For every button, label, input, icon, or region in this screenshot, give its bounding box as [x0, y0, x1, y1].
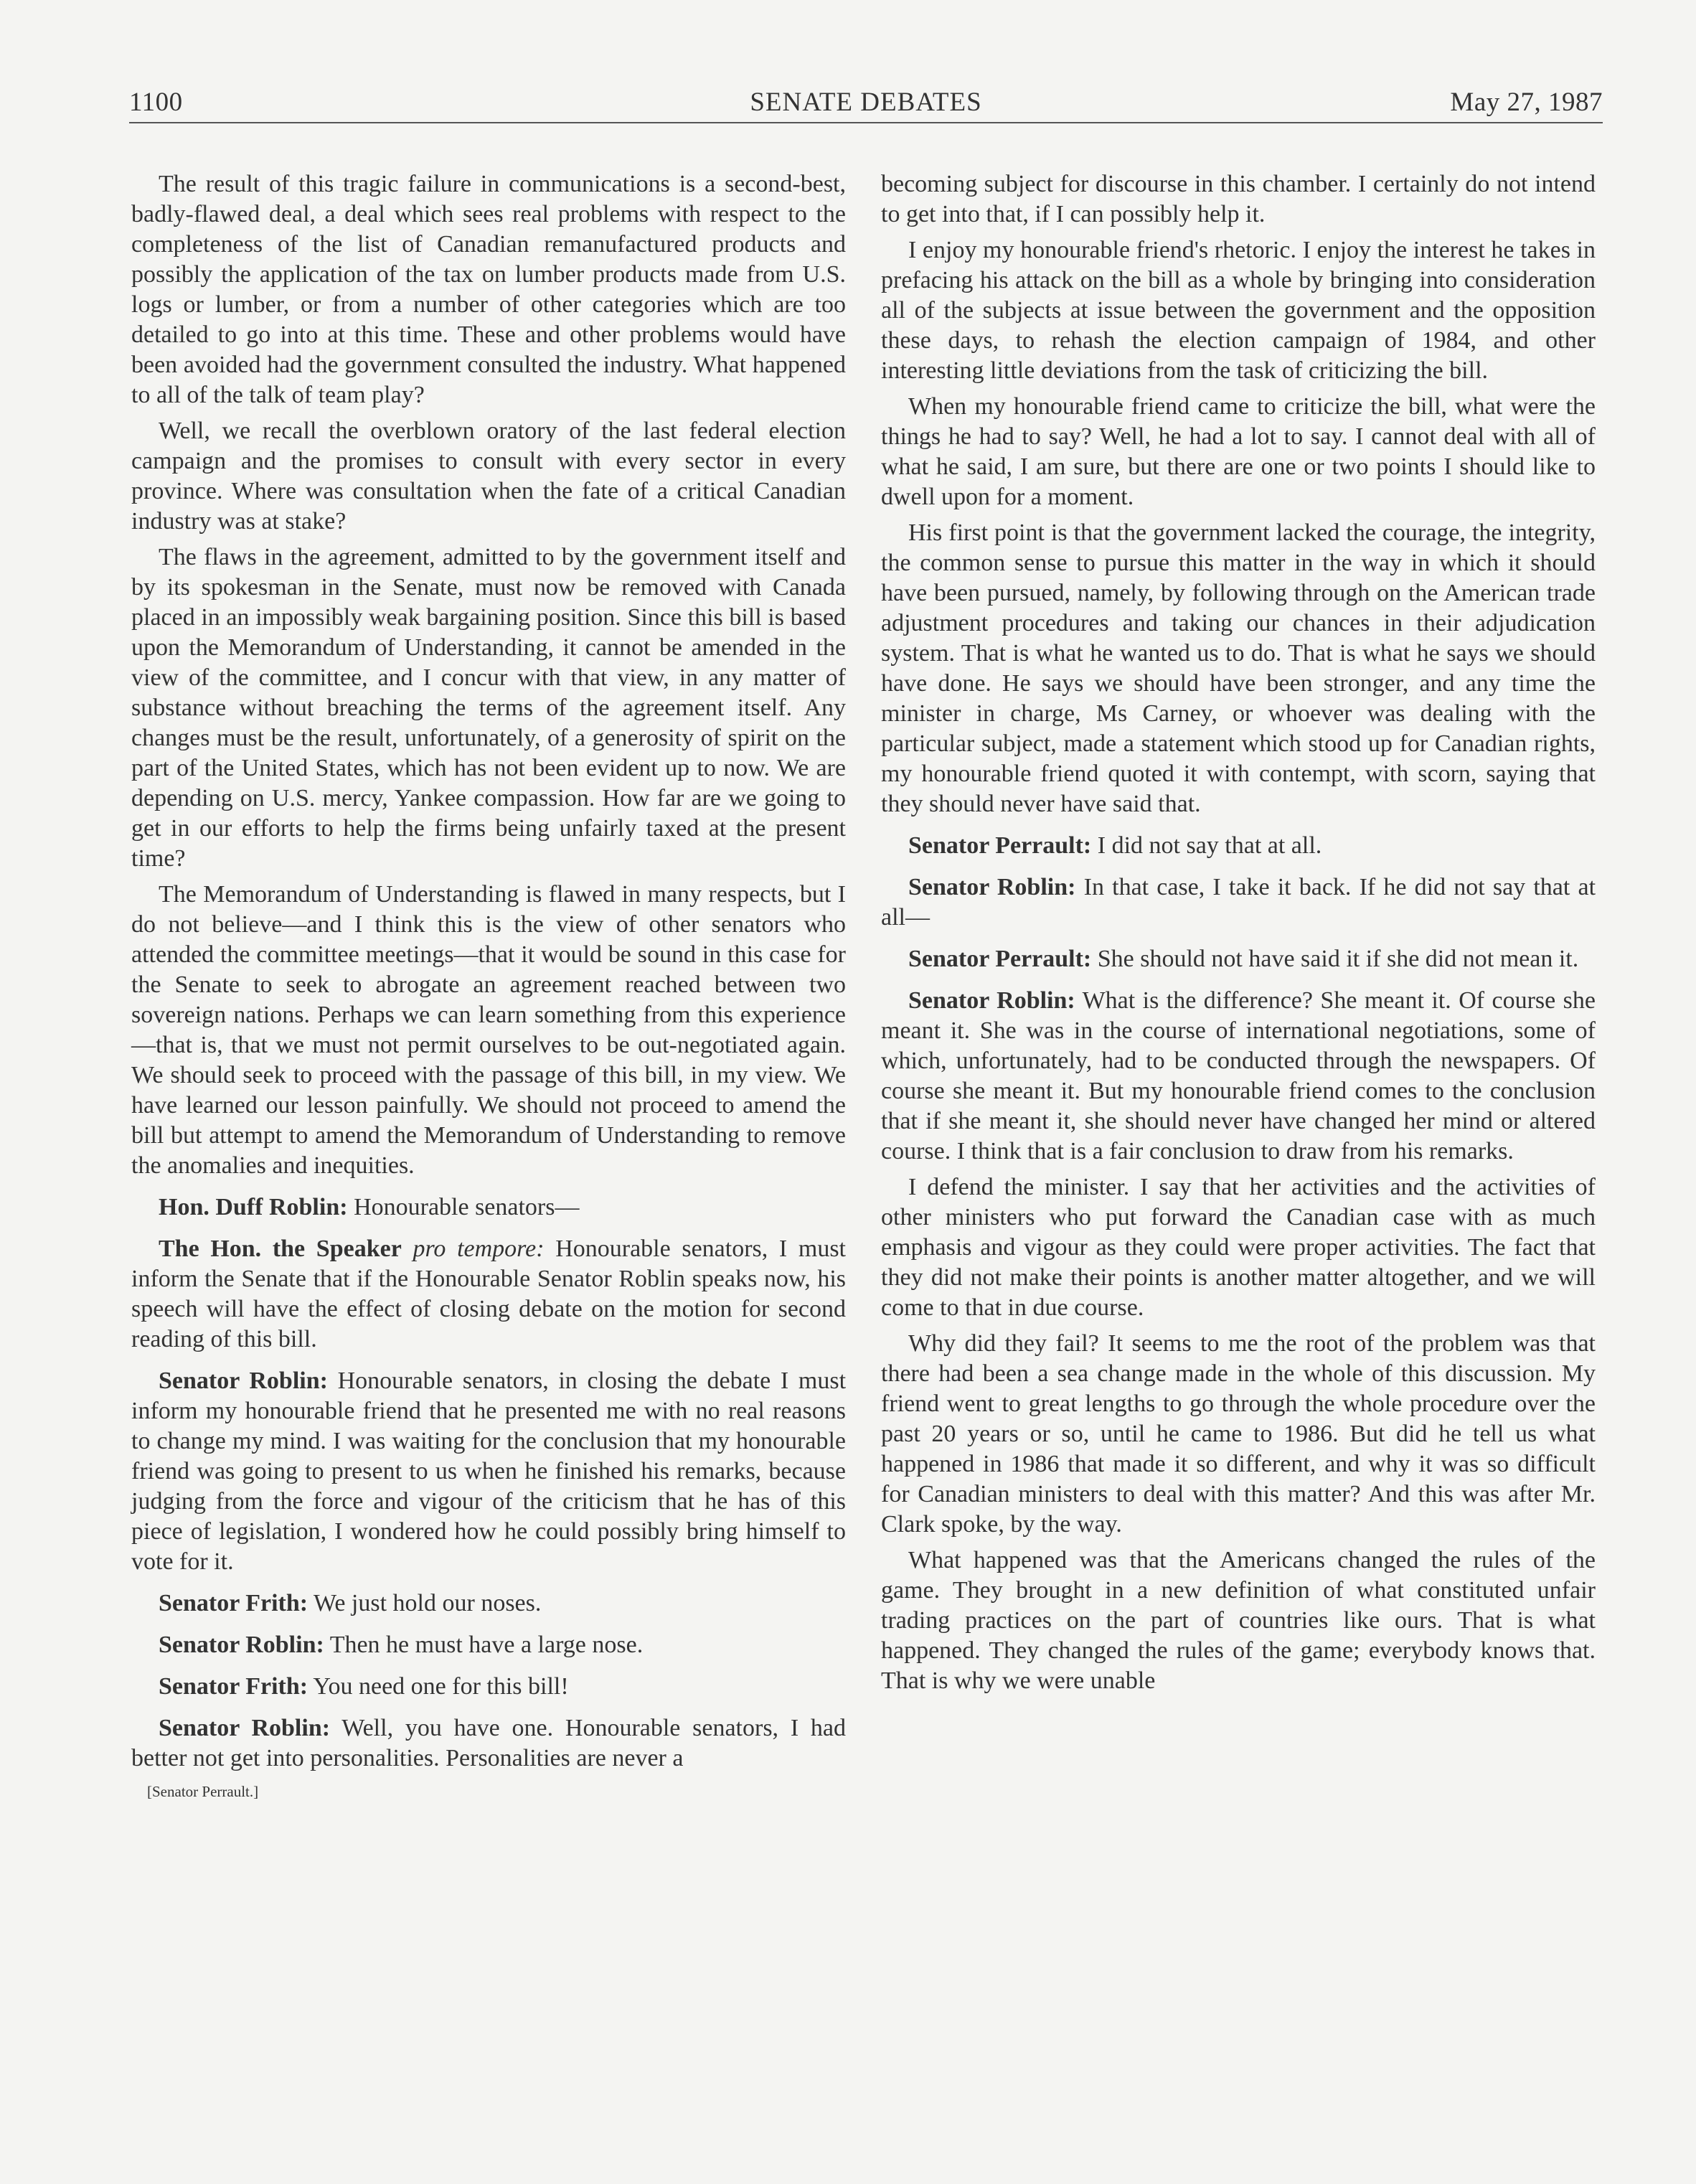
- speech-paragraph: [131, 1713, 846, 1774]
- paragraph: Well, we recall the overblown oratory of the last federal election campaign and the promises to consult with every sector in every province. Where was consultation when the fate of a critical Canadian industry was at stake?: [131, 418, 846, 535]
- speech-text: We just hold our noses.: [313, 1590, 542, 1616]
- speech-text: You need one for this bill!: [313, 1673, 569, 1700]
- left-column: [131, 169, 846, 1801]
- speech-paragraph: [131, 1588, 846, 1619]
- publication-title: SENATE DEBATES: [750, 88, 982, 117]
- speaker-name: Hon. Duff Roblin:: [159, 1194, 348, 1220]
- speaker-name: Senator Perrault:: [908, 946, 1092, 972]
- speech-paragraph: [881, 944, 1596, 974]
- speaker-name: Senator Roblin:: [159, 1368, 328, 1394]
- paragraph: His first point is that the government lacked the courage, the integrity, the common sense to pursue this matter in the way in which it should have been pursued, namely, by following through on the American trade adjustment procedures and taking our chances in their adjudication system. That is what he wanted us to do. That is what he says we should have done. He says we should have been stronger, and any time the minister in charge, Ms Carney, or whoever was dealing with the particular subject, made a statement which stood up for Canadian rights, my honourable friend quoted it with contempt, with scorn, saying that they should never have said that.: [881, 519, 1596, 817]
- paragraph: What happened was that the Americans changed the rules of the game. They brought in a new definition of what constituted unfair trading practices on the part of countries like ours. That is what happened. They changed the rules of the game; everybody knows that. That is why we were unable: [881, 1547, 1596, 1694]
- speech-text: Well, you have one. Honourable senators, I had better not get into personalities. Personalities are never a: [131, 1715, 846, 1771]
- speech-paragraph: [131, 1234, 846, 1355]
- speaker-name: Senator Frith:: [159, 1590, 308, 1616]
- speech-paragraph: [131, 1366, 846, 1577]
- speech-text: In that case, I take it back. If he did not say that at all—: [881, 874, 1596, 931]
- paragraph: The Memorandum of Understanding is flawed in many respects, but I do not believe—and I think this is the view of other senators who attended the committee meetings—that it would be sound in this case for the Senate to seek to abrogate an agreement reached between two sovereign nations. Perhaps we can learn something from this experience—that is, that we must not permit ourselves to be out-negotiated again. We should seek to proceed with the passage of this bill, in my view. We have learned our lesson painfully. We should not proceed to amend the bill but attempt to amend the Memorandum of Understanding to remove the anomalies and inequities.: [131, 881, 846, 1179]
- paragraph: Why did they fail? It seems to me the root of the problem was that there had been a sea change made in the whole of this discussion. My friend went to great lengths to go through the whole procedure over the past 20 years or so, until he came to 1986. But did he tell us what happened in 1986 that made it so different, and why it was so difficult for Canadian ministers to deal with this matter? And this was after Mr. Clark spoke, by the way.: [881, 1330, 1596, 1538]
- speaker-name: Senator Frith:: [159, 1673, 308, 1700]
- speech-paragraph: [881, 986, 1596, 1167]
- speaker-name: Senator Roblin:: [908, 987, 1075, 1014]
- speaker-name: The Hon. the Speaker: [159, 1235, 402, 1262]
- page-number: 1100: [129, 88, 183, 117]
- speaker-name: Senator Roblin:: [908, 874, 1076, 900]
- speaker-name: Senator Roblin:: [159, 1715, 331, 1741]
- publication-date: May 27, 1987: [1450, 88, 1603, 117]
- speech-text: Honourable senators, in closing the debate I must inform my honourable friend that he presented me with no real reasons to change my mind. I was waiting for the conclusion that my honourable friend was going to present to us when he finished his remarks, because judging from the force and vigour of the criticism that he has of this piece of legislation, I wondered how he could possibly bring himself to vote for it.: [131, 1368, 847, 1575]
- speech-text: Honourable senators, I must inform the Senate that if the Honourable Senator Roblin speaks now, his speech will have the effect of closing debate on the motion for second reading of this bill.: [131, 1235, 847, 1352]
- speech-text: I did not say that at all.: [1097, 832, 1322, 859]
- speaker-name: Senator Roblin:: [159, 1632, 324, 1658]
- speaker-name: Senator Perrault:: [908, 832, 1092, 859]
- paragraph: The result of this tragic failure in communications is a second-best, badly-flawed deal, a deal which sees real problems with respect to the completeness of the list of Canadian remanufactured products and possibly the application of the tax on lumber products made from U.S. logs or lumber, or from a number of other categories which are too detailed to go into at this time. These and other problems would have been avoided had the government consulted the industry. What happened to all of the talk of team play?: [131, 171, 846, 408]
- paragraph: When my honourable friend came to criticize the bill, what were the things he had to say? Well, he had a lot to say. I cannot deal with all of what he said, I am sure, but there are one or two points I should like to dwell upon for a moment.: [881, 393, 1596, 510]
- speaker-title-italic: pro tempore:: [413, 1235, 545, 1262]
- speech-text: Honourable senators—: [354, 1194, 580, 1220]
- speech-paragraph: [131, 1672, 846, 1702]
- speech-text: Then he must have a large nose.: [329, 1632, 644, 1658]
- speaker-footnote: [Senator Perrault.]: [147, 1783, 259, 1800]
- speech-text: She should not have said it if she did not mean it.: [1097, 946, 1579, 972]
- paragraph: I enjoy my honourable friend's rhetoric. I enjoy the interest he takes in prefacing his attack on the bill as a whole by bringing into consideration all of the subjects at issue between the government and the opposition these days, to rehash the election campaign of 1984, and other interesting little deviations from the task of criticizing the bill.: [881, 237, 1596, 384]
- right-column: [881, 169, 1596, 1702]
- speech-paragraph: [881, 872, 1596, 933]
- speech-text: What is the difference? She meant it. Of course she meant it. She was in the course of international negotiations, some of which, unfortunately, had to be conducted through the newspapers. Of course she meant it. But my honourable friend comes to the conclusion that if she meant it, she should never have changed her mind or altered course. I think that is a fair conclusion to draw from his remarks.: [881, 987, 1596, 1164]
- paragraph: I defend the minister. I say that her activities and the activities of other ministers who put forward the Canadian case with as much emphasis and vigour as they could were proper activities. The fact that they did not make their points is another matter altogether, and we will come to that in due course.: [881, 1174, 1596, 1321]
- paragraph: The flaws in the agreement, admitted to by the government itself and by its spokesman in the Senate, must now be removed with Canada placed in an impossibly weak bargaining position. Since this bill is based upon the Memorandum of Understanding, it cannot be amended in the view of the committee, and I concur with that view, in any matter of substance without breaching the terms of the agreement itself. Any changes must be the result, unfortunately, of a generosity of spirit on the part of the United States, which has not been evident up to now. We are depending on U.S. mercy, Yankee compassion. How far are we going to get in our efforts to help the firms being unfairly taxed at the present time?: [131, 544, 846, 872]
- page-header: [129, 85, 1603, 123]
- speech-paragraph: [131, 1630, 846, 1660]
- speech-paragraph: [131, 1192, 846, 1223]
- paragraph-continuation: becoming subject for discourse in this chamber. I certainly do not intend to get into that, if I can possibly help it.: [881, 171, 1596, 227]
- speech-paragraph: [881, 831, 1596, 861]
